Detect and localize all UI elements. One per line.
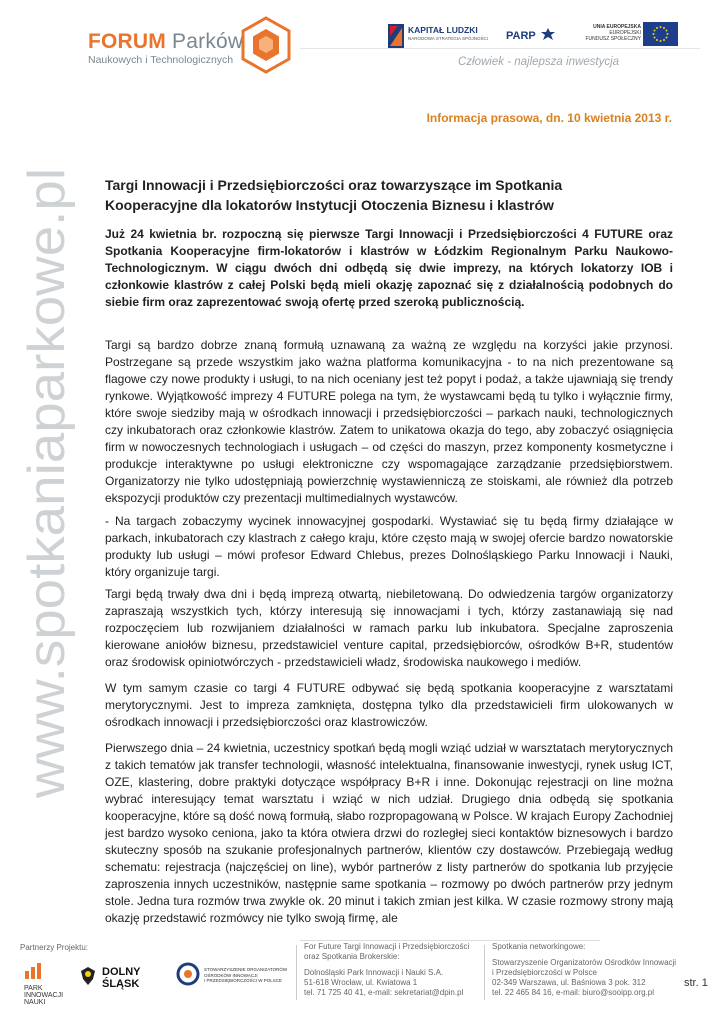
footer-col2-line: Stowarzyszenie Organizatorów Ośrodków Innowacji — [492, 958, 677, 967]
forum-parkow-logo — [88, 30, 243, 66]
park-mark-1: PARK — [24, 985, 43, 992]
paragraph-5: Pierwszego dnia – 24 kwietnia, uczestnicy spotkań będą mogli wziąć udział w warsztatach merytorycznych z takich tematów jak transfer technologii, własność intelektualna, finansowanie inwestycji, rynek usług ICT, OZE, klastering, dobre praktyki dotyczące współpracy B+R i inne. Dokonując rejestracji on line można wybrać interesujący temat warsztatu i wziąć w nich udział. Drugiego dnia odbędą się spotkania kooperacyjne, które są dość nową formułą, słabo rozpropagowaną w Polsce. W krajach Europy Zachodniej jest bardzo wysoko ceniona, jako ta która otwiera drzwi do rozległej sieci kontaktów biznesowych i bardzo skuteczny sposób na szukanie profesjonalnych partnerów, klientów czy dostawców. Przebiegają według schematu: rejestracja (najczęściej on line), wybór partnerów z listy partnerów do spotkania lub przyjęcie zaproszenia innych uczestników, następnie same spotkania – rozmowy po dwóch partnerów przy jednym stole. Jedna tura rozmów trwa zwykle ok. 20 minut i takich zmian jest kilka. W czasie rozmowy strony mają okazję przedstawić rozmówcy nie tylko swoją firmę, ale — [105, 741, 673, 925]
footer-separator-1 — [296, 945, 297, 1000]
footer-col1-line: For Future Targi Innowacji i Przedsiębiorczości — [304, 942, 470, 951]
parp-text: PARP — [506, 30, 536, 42]
dolny-slask-text — [102, 966, 141, 990]
paragraph-1: Targi są bardzo dobrze znaną formułą uznawaną za ważną ze względu na korzyści jakie przynosi. Postrzegane są przede wszystkim jako ważna platforma komunikacyjna - to na nich prezentowane są flagowe czy nowe produkty i usługi, to na nich oceniany jest też popyt i podaż, a także ujawniają się trendy rynkowe. Wyjątkowość imprezy 4 FUTURE polega na tym, że wystawcami będą tu tylko i wyłącznie firmy, które swoje siedziby mają w ośrodkach innowacji i przedsiębiorczości – parkach nauki, technologicznych czy inkubatorach oraz członkowie klastrów. Zatem to unikatowa okazja do tego, aby zobaczyć osiągnięcia firm w nowoczesnych technologiach i usługach – od części do maszyn, przez komponenty kosmetyczne i produkcje interaktywne po usługi elektroniczne czy wspomagające zarządzanie przedsiębiorstwem. Organizatorzy nie tylko udostępniają powierzchnię wystawienniczą ze stoiskami, ale również dla potrzeb ekspozycji produktów czy prezentacji multimedialnych wystawców. — [105, 338, 673, 505]
title-line-2: Kooperacyjne dla lokatorów Instytucji Otoczenia Biznesu i klastrów — [105, 197, 554, 213]
paragraph-3: Targi będą trwały dwa dni i będą imprezą otwartą, niebiletowaną. Do odwiedzenia targów organizatorzy zapraszają wszystkich tych, którzy interesują się innowacjami i tych, którzy zastanawiają się nad rozpoczęciem lub rozwijaniem działalności w ramach parku lub inkubatora. Specjalne zaproszenia kierowane aniołów biznesu, przedstawiciel venture capital, przedsiębiorców, ośrodków B+R, studentów oraz środowisk opiniotwórczych - przedstawicieli władz, środowiska naukowego i mediów. — [105, 587, 673, 669]
footer-col1-line: Dolnośląski Park Innowacji i Nauki S.A. — [304, 968, 444, 977]
eu-text — [585, 24, 641, 42]
footer-col2-line: Spotkania networkingowe: — [492, 942, 586, 951]
lead-paragraph: Już 24 kwietnia br. rozpoczną się pierwsze Targi Innowacji i Przedsiębiorczości 4 FUTURE oraz Spotkania Kooperacyjne firm-lokatorów i klastrów w Łódzkim Regionalnym Parku Naukowo-Technologicznym. W ciągu dwóch dni odbędą się dwie imprezy, na których lokatorzy IOB i członkowie klastrów z całej Polski będą mieli okazję zapoznać się z działalnością podobnych do siebie firm oraz zaprezentować swoją ofertę przed szeroką publicznością. — [105, 227, 673, 309]
kapital-ludzki-title: KAPITAŁ LUDZKI — [408, 25, 478, 35]
footer-separator-2 — [484, 945, 485, 1000]
eu-line-1: UNIA EUROPEJSKA — [593, 24, 641, 30]
sooipp-icon — [176, 962, 200, 986]
footer-divider — [300, 940, 600, 941]
park-mark-3: NAUKI — [24, 999, 46, 1006]
logo-main-text: FORUM — [88, 30, 166, 53]
footer-col-networking — [492, 942, 682, 998]
dolny-line-1: DOLNY — [102, 966, 141, 978]
park-innowacji-logo — [24, 962, 63, 1006]
footer-col2-line: 02-349 Warszawa, ul. Baśniowa 3 pok. 312 — [492, 978, 646, 987]
footer-col1-line: 51-618 Wrocław, ul. Kwiatowa 1 — [304, 978, 418, 987]
press-info-date: Informacja prasowa, dn. 10 kwietnia 2013 r. — [426, 111, 672, 125]
stow-line-1: STOWARZYSZENIE ORGANIZATORÓW — [204, 967, 288, 972]
kapital-ludzki-subtitle: NARODOWA STRATEGIA SPÓJNOŚCI — [408, 36, 489, 41]
eagle-crest-icon — [78, 965, 98, 989]
partners-label: Partnerzy Projektu: — [20, 943, 89, 952]
stow-line-2: OŚRODKÓW INNOWACJI — [204, 972, 258, 978]
hexagon-logo-icon — [240, 16, 292, 74]
paragraph-2: - Na targach zobaczymy wycinek innowacyjnej gospodarki. Wystawiać się tu będą firmy działające w parkach, inkubatorach czy klastrach z całego kraju, które często mają w swojej ofercie bardzo nowatorskie produkty lub usługi – mówi profesor Edward Chlebus, prezes Dolnośląskiego Parku Innowacji i Nauki, który organizuje targi. — [105, 514, 673, 579]
parp-logo — [506, 27, 557, 42]
footer-col1-line: tel. 71 725 40 41, e-mail: sekretariat@dpin.pl — [304, 988, 464, 997]
dolny-line-2: ŚLĄSK — [102, 978, 140, 990]
svg-text:www.spotkaniaparkowe.pl: www.spotkaniaparkowe.pl — [18, 199, 76, 798]
park-mark-2: INNOWACJI — [24, 992, 64, 999]
footer-col2-line: i Przedsiębiorczości w Polsce — [492, 968, 597, 977]
eu-line-3: FUNDUSZ SPOŁECZNY — [585, 36, 641, 42]
footer-col2-line: tel. 22 465 84 16, e-mail: biuro@sooipp.org.pl — [492, 988, 654, 997]
kapital-ludzki-logo — [386, 22, 489, 50]
page-number: str. 1 — [684, 977, 708, 989]
park-innowacji-icon — [24, 962, 46, 980]
footer-col-organizer — [304, 942, 499, 998]
page-title — [105, 175, 673, 215]
header-divider — [300, 48, 700, 49]
slogan: Człowiek - najlepsza inwestycja — [458, 56, 620, 68]
logo-main-text-2: Parków — [172, 30, 244, 53]
parp-star-icon — [539, 27, 557, 41]
logo-subtitle: Naukowych i Technologicznych — [88, 54, 234, 66]
paragraph-4: W tym samym czasie co targi 4 FUTURE odbywać się będą spotkania kooperacyjne z warsztatami merytorycznymi. Jest to impreza zamknięta, dostępna tylko dla przedstawicieli firm ulokowanych w ośrodkach innowacji i przedsiębiorczości oraz klastrowiczów. — [105, 681, 673, 729]
watermark-url — [12, 150, 82, 810]
eu-line-2: EUROPEJSKI — [609, 30, 641, 36]
title-line-1: Targi Innowacji i Przedsiębiorczości oraz towarzyszące im Spotkania — [105, 177, 563, 193]
footer-col1-line: oraz Spotkania Brokerskie: — [304, 952, 400, 961]
eu-flag-icon — [643, 22, 678, 46]
sooipp-text — [204, 967, 287, 984]
stow-line-3: I PRZEDSIĘBIORCZOŚCI W POLSCE — [204, 978, 283, 983]
kapital-ludzki-icon — [386, 22, 406, 50]
